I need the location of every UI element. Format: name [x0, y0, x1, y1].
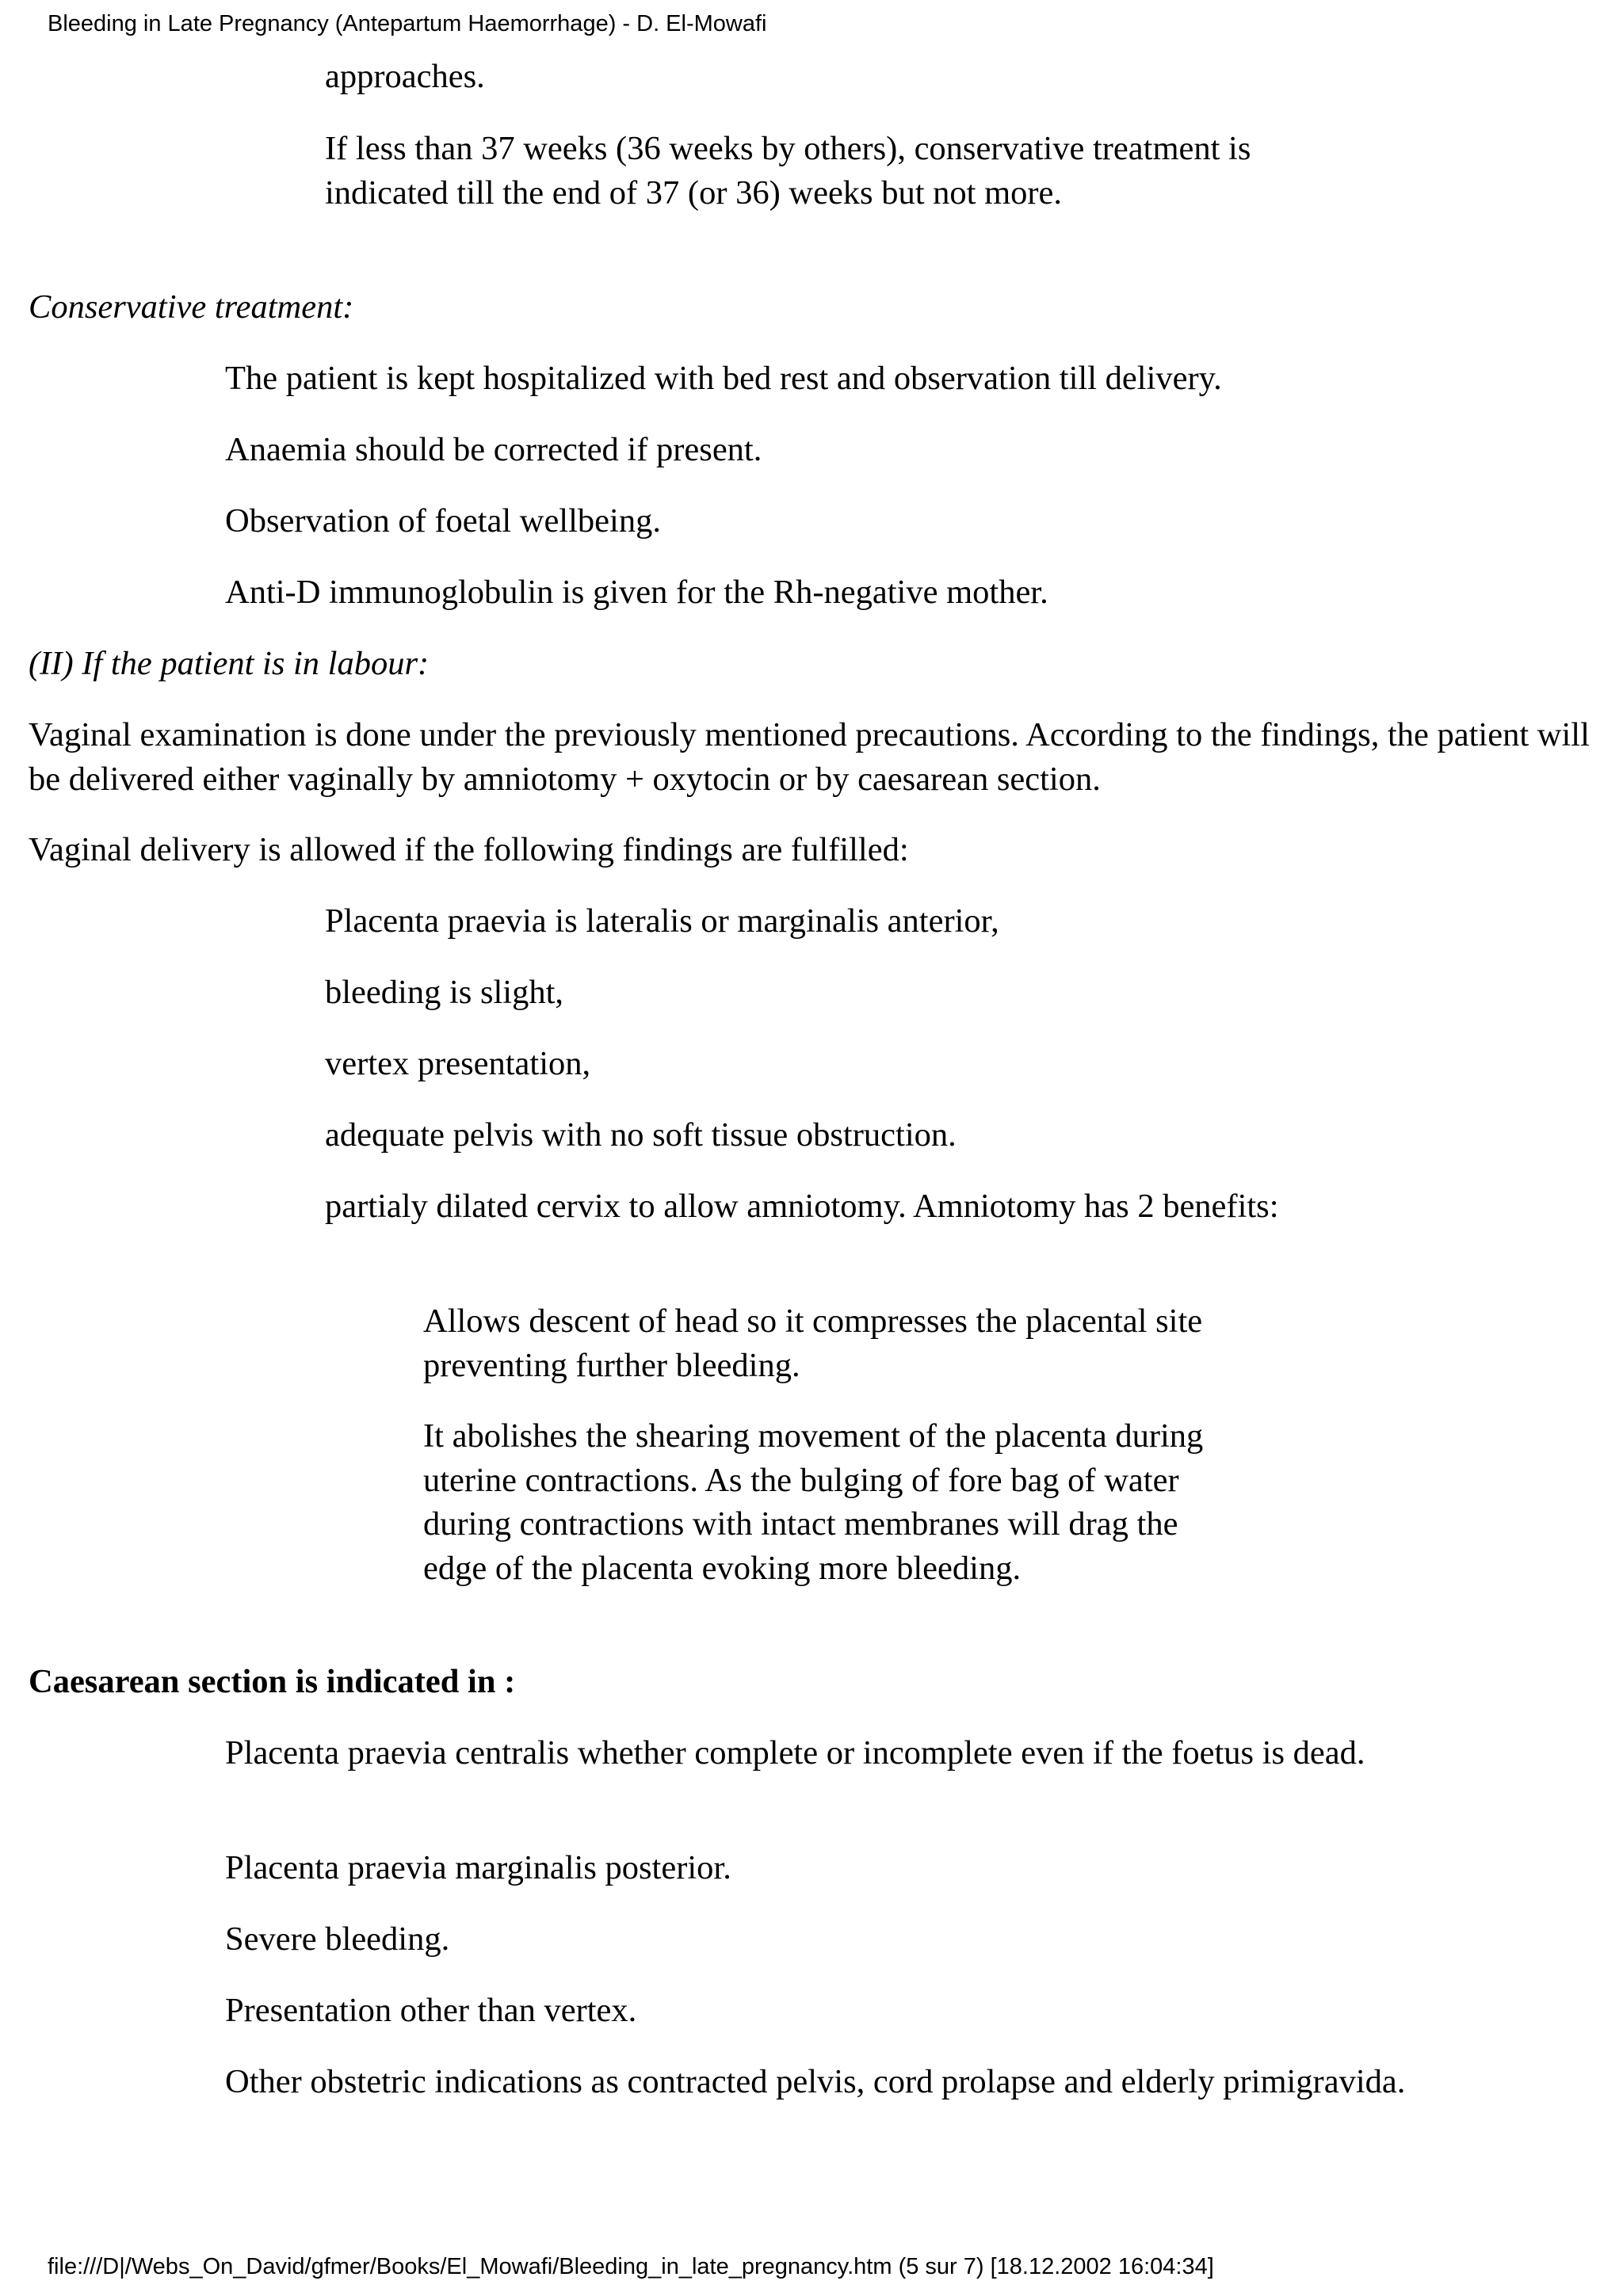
vaginal-item: adequate pelvis with no soft tissue obstruction.: [325, 1116, 957, 1154]
conservative-item: Observation of foetal wellbeing.: [225, 502, 661, 540]
paragraph-less-than-37-weeks: If less than 37 weeks (36 weeks by others), conservative treatment is indicated till the end of 37 (or 36) weeks but not more.: [325, 130, 1251, 212]
vaginal-item: vertex presentation,: [325, 1045, 591, 1082]
conservative-item: Anaemia should be corrected if present.: [225, 431, 762, 468]
page-footer-url: file:///D|/Webs_On_David/gfmer/Books/El_Mowafi/Bleeding_in_late_pregnancy.htm (5 sur 7) [18.12.2002 16:04:34]: [48, 2254, 1214, 2279]
heading-conservative-treatment: Conservative treatment:: [29, 288, 354, 326]
conservative-item: The patient is kept hospitalized with bed rest and observation till delivery.: [225, 360, 1222, 397]
caesarean-item: Presentation other than vertex.: [225, 1992, 637, 2029]
page-header-title: Bleeding in Late Pregnancy (Antepartum Haemorrhage) - D. El-Mowafi: [48, 11, 767, 36]
vaginal-item: partialy dilated cervix to allow amniotomy. Amniotomy has 2 benefits:: [325, 1188, 1279, 1225]
conservative-item: Anti-D immunoglobulin is given for the Rh-negative mother.: [225, 574, 1048, 611]
caesarean-item: Severe bleeding.: [225, 1920, 450, 1958]
heading-in-labour: (II) If the patient is in labour:: [29, 645, 430, 682]
vaginal-item: bleeding is slight,: [325, 974, 564, 1011]
vaginal-item: Placenta praevia is lateralis or marginalis anterior,: [325, 902, 999, 940]
caesarean-item: Other obstetric indications as contracted pelvis, cord prolapse and elderly primigravida.: [225, 2063, 1406, 2100]
heading-caesarean-section: Caesarean section is indicated in :: [29, 1663, 516, 1700]
paragraph-vaginal-examination: Vaginal examination is done under the previously mentioned precautions. According to the findings, the patient will be delivered either vaginally by amniotomy + oxytocin or by caesarean section.: [29, 716, 1590, 798]
caesarean-item: Placenta praevia marginalis posterior.: [225, 1849, 731, 1886]
paragraph-approaches: approaches.: [325, 58, 485, 95]
amniotomy-benefit: It abolishes the shearing movement of the placenta during uterine contractions. As the bulging of fore bag of water during contractions with intact membranes will drag the edge of the placenta evoking more bleeding.: [423, 1417, 1204, 1587]
paragraph-vaginal-delivery-allowed: Vaginal delivery is allowed if the following findings are fulfilled:: [29, 831, 909, 868]
amniotomy-benefit: Allows descent of head so it compresses the placental site preventing further bleeding.: [423, 1302, 1203, 1384]
caesarean-item: Placenta praevia centralis whether complete or incomplete even if the foetus is dead.: [225, 1734, 1365, 1772]
